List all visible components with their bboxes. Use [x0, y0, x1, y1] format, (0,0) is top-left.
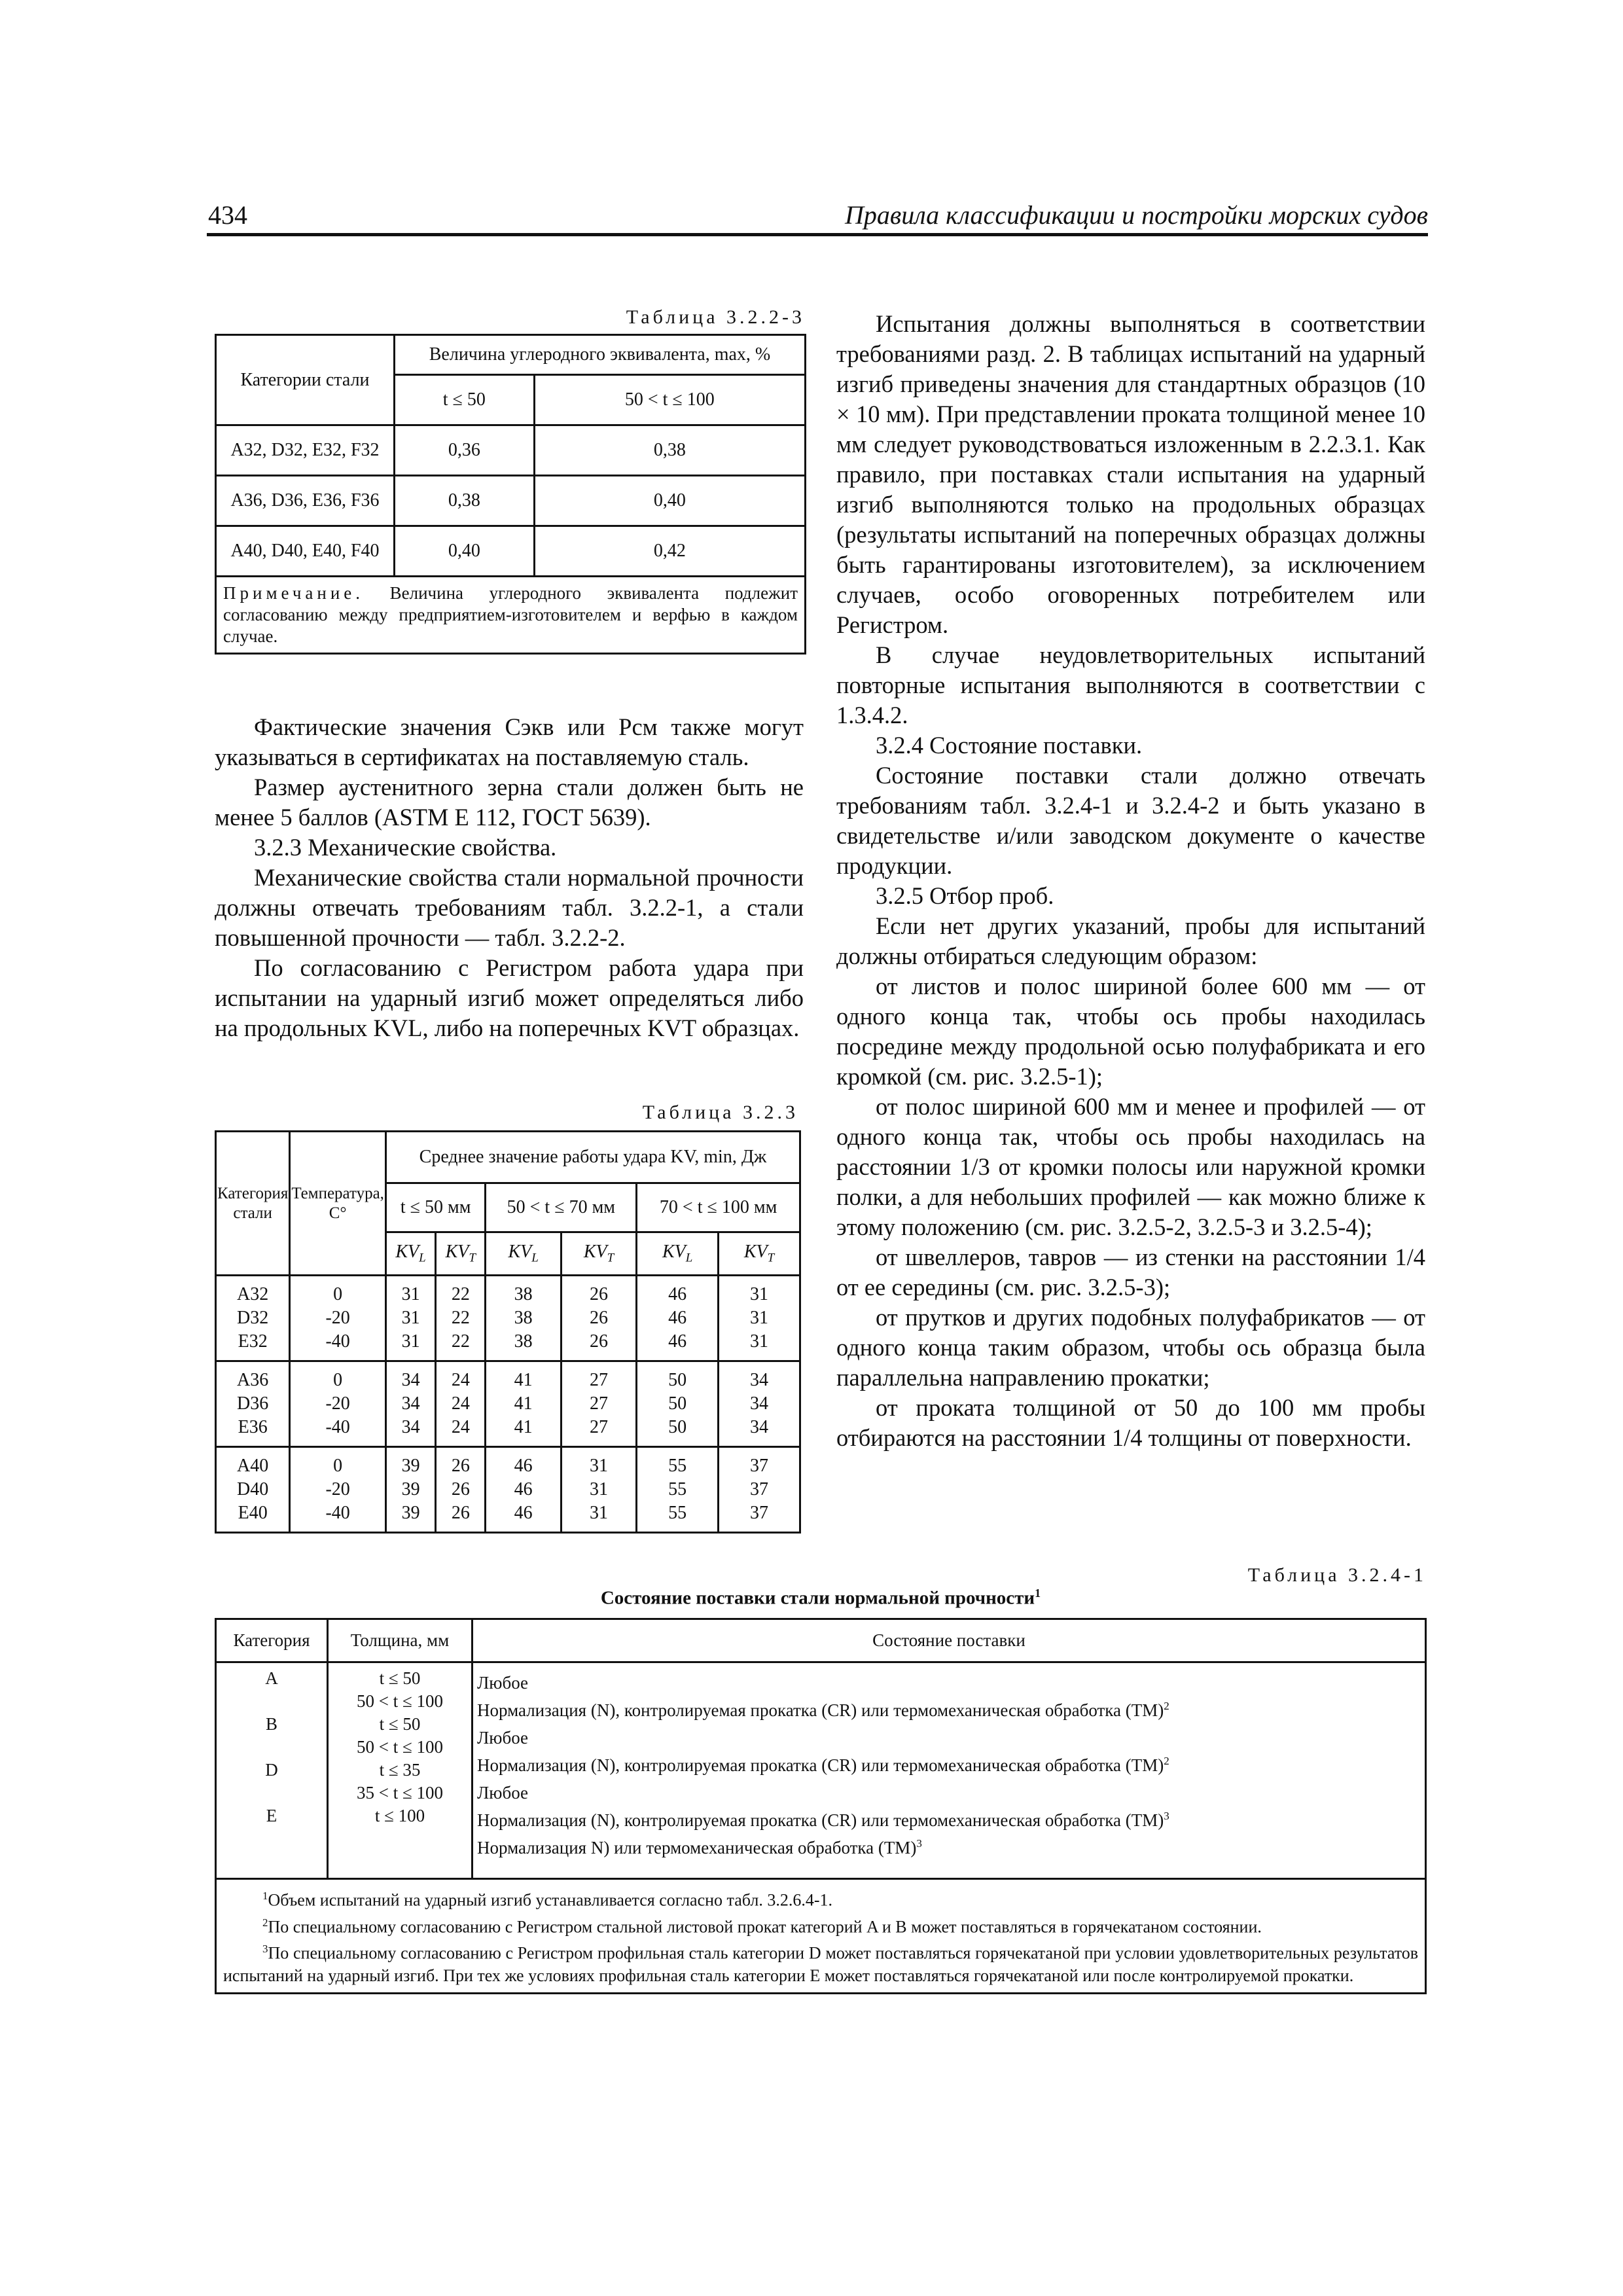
cell-value: 41	[514, 1370, 533, 1390]
kvl-header: $KV_L$	[486, 1232, 561, 1276]
cell-value: 27	[590, 1393, 608, 1414]
cell-value: 55	[668, 1456, 687, 1476]
cell-value: 34	[750, 1393, 769, 1414]
kv-cell	[637, 1276, 719, 1361]
cell-value: 38	[514, 1308, 533, 1328]
state: Любое	[477, 1673, 529, 1693]
section-heading: 3.2.5 Отбор проб.	[876, 882, 1054, 909]
col-temp-header: Температура, С°	[290, 1132, 386, 1276]
kv-cell	[561, 1447, 636, 1533]
cell-value: 34	[401, 1417, 420, 1437]
cell-value: 27	[590, 1370, 608, 1390]
cell-value: A36	[237, 1370, 269, 1390]
paragraph: По согласованию с Регистром работа удара при испытании на ударный изгиб может определяться либо на продольных KVL, либо на поперечных KVT образцах.	[215, 954, 804, 1041]
cell-category: A32, D32, E32, F32	[216, 425, 395, 476]
cell-value: -40	[325, 1417, 350, 1437]
kv-cell	[719, 1276, 800, 1361]
cell-value: 0,38	[395, 476, 535, 526]
thickness: t ≤ 50	[379, 1668, 421, 1688]
cell-value: 37	[750, 1479, 769, 1499]
note-text: Величина углеродного эквивалента подлежит согласованию между предприятием-изготовителем и верфью в каждом случае.	[223, 583, 798, 646]
thickness: 50 < t ≤ 100	[356, 1737, 444, 1757]
cell-value: 50	[668, 1417, 687, 1437]
col-category-header: Категории стали	[216, 335, 395, 425]
category-cell	[216, 1276, 290, 1361]
col-cat-header: Категория стали	[216, 1132, 290, 1276]
section-heading: 3.2.3 Механические свойства.	[254, 834, 557, 861]
cell-value: 26	[451, 1503, 470, 1523]
category-column	[216, 1662, 328, 1879]
cell-value: D36	[237, 1393, 269, 1414]
col-thk-header: Толщина, мм	[328, 1619, 473, 1662]
col-cat-header: Категория	[216, 1619, 328, 1662]
kv-cell	[436, 1361, 486, 1447]
thickness-column	[328, 1662, 473, 1879]
cell-value: 34	[750, 1417, 769, 1437]
kvt-header: $KV_T$	[561, 1232, 636, 1276]
sub-header-2: 50 < t ≤ 100	[534, 375, 805, 425]
cell-value: 0	[333, 1370, 343, 1390]
state: Любое	[477, 1783, 529, 1803]
cell-category: A36, D36, E36, F36	[216, 476, 395, 526]
cell-value: 26	[590, 1284, 608, 1304]
paragraph: Фактические значения Cэкв или Pсм также могут указываться в сертификатах на поставляемую сталь.	[215, 713, 804, 770]
section-heading: 3.2.4 Состояние поставки.	[876, 732, 1143, 759]
cell-value: 50	[668, 1370, 687, 1390]
category-cell	[216, 1447, 290, 1533]
kv-cell	[385, 1447, 435, 1533]
kv-cell	[719, 1361, 800, 1447]
cell-value: 31	[401, 1284, 420, 1304]
temperature-cell	[290, 1276, 386, 1361]
kv-cell	[637, 1447, 719, 1533]
cell-value: 0,38	[534, 425, 805, 476]
cell-value: E32	[238, 1331, 268, 1352]
page-number: 434	[208, 200, 247, 230]
thickness: t ≤ 100	[374, 1806, 425, 1825]
cell-value: 38	[514, 1331, 533, 1352]
note-label: Примечание.	[223, 583, 365, 603]
table-row	[216, 526, 806, 577]
paragraph: Испытания должны выполняться в соответствии требованиями разд. 2. В таблицах испытаний на ударный изгиб приведены значения для стандартных образцов (10 × 10 мм). При представлении проката толщиной менее 10 мм следует руководствоваться изложенным в 2.2.3.1. Как правило, при поставках стали испытания на ударный изгиб выполняются только на продольных образцах (результаты испытаний на поперечных образцах должны быть гарантированы изготовителем), за исключением случаев, особо оговоренных потребителем или Регистром.	[836, 310, 1425, 638]
kvl-header: $KV_L$	[637, 1232, 719, 1276]
col-value-header: Величина углеродного эквивалента, max, %	[395, 335, 806, 375]
col-mean-header: Среднее значение работы удара KV, min, Дж	[385, 1132, 800, 1183]
cell-value: A32	[237, 1284, 269, 1304]
sub-header-1: t ≤ 50	[395, 375, 535, 425]
category-d: D	[265, 1760, 278, 1780]
table-row	[216, 476, 806, 526]
cell-value: 31	[401, 1308, 420, 1328]
thickness: t ≤ 35	[379, 1760, 421, 1780]
cell-value: D40	[237, 1479, 269, 1499]
footnote: $^1$Объем испытаний на ударный изгиб устанавливается согласно табл. 3.2.6.4-1.	[262, 1890, 832, 1910]
cell-value: 46	[668, 1308, 687, 1328]
paragraph: от прутков и других подобных полуфабрикатов — от одного конца таким образом, чтобы ось образца была параллельна направлению прокатки;	[836, 1304, 1425, 1391]
cell-value: 31	[590, 1456, 608, 1476]
table-footnotes	[216, 1879, 1426, 1994]
left-column-text	[215, 712, 804, 1043]
table-322-3-caption: Таблица 3.2.2-3	[626, 306, 805, 328]
paragraph: Механические свойства стали нормальной прочности должны отвечать требованиям табл. 3.2.2-1, а стали повышенной прочности — табл. 3.2.2-2.	[215, 864, 804, 951]
table-323	[215, 1130, 801, 1534]
cell-value: A40	[237, 1456, 269, 1476]
state: Нормализация (N), контролируемая прокатка (CR) или термомеханическая обработка (TM)$^2$	[477, 1700, 1169, 1720]
kv-cell	[486, 1276, 561, 1361]
cell-value: 31	[590, 1503, 608, 1523]
kv-cell	[385, 1361, 435, 1447]
cell-value: 0,42	[534, 526, 805, 577]
thickness: 35 < t ≤ 100	[356, 1783, 444, 1803]
cell-value: 34	[750, 1370, 769, 1390]
state: Нормализация (N), контролируемая прокатка (CR) или термомеханическая обработка (TM)$^3$	[477, 1810, 1169, 1830]
cell-value: 38	[514, 1284, 533, 1304]
kv-cell	[719, 1447, 800, 1533]
cell-value: 0,36	[395, 425, 535, 476]
cell-value: 46	[668, 1331, 687, 1352]
cell-value: 0	[333, 1456, 343, 1476]
cell-value: 37	[750, 1503, 769, 1523]
cell-value: 41	[514, 1417, 533, 1437]
cell-value: 39	[401, 1479, 420, 1499]
category-cell	[216, 1361, 290, 1447]
table-322-3	[215, 334, 806, 655]
state: Нормализация N) или термомеханическая обработка (TM)$^3$	[477, 1837, 922, 1857]
cell-value: 55	[668, 1503, 687, 1523]
temperature-cell	[290, 1361, 386, 1447]
table-324-1-caption: Таблица 3.2.4-1	[1247, 1564, 1427, 1586]
paragraph: В случае неудовлетворительных испытаний повторные испытания выполняются в соответствии с 1.3.4.2.	[836, 641, 1425, 728]
table-323-caption: Таблица 3.2.3	[642, 1102, 798, 1123]
cell-value: 46	[668, 1284, 687, 1304]
range-2: 50 < t ≤ 70 мм	[486, 1183, 637, 1232]
category-e: E	[266, 1806, 277, 1825]
cell-value: -20	[325, 1393, 350, 1414]
kv-cell	[436, 1276, 486, 1361]
paragraph: Если нет других указаний, пробы для испытаний должны отбираться следующим образом:	[836, 912, 1425, 969]
kv-cell	[561, 1276, 636, 1361]
table-324-1-title: Состояние поставки стали нормальной прочности$^1$	[600, 1587, 1041, 1609]
paragraph: от швеллеров, тавров — из стенки на расстоянии 1/4 от ее середины (см. рис. 3.2.5-3);	[836, 1244, 1425, 1300]
paragraph: от полос шириной 600 мм и менее и профилей — от одного конца так, чтобы ось пробы находилась на расстоянии 1/3 от кромки полосы или наружной кромки полки, а для небольших профилей — как можно ближе к этому положению (см. рис. 3.2.5-2, 3.2.5-3 и 3.2.5-4);	[836, 1093, 1425, 1240]
cell-value: -20	[325, 1308, 350, 1328]
range-3: 70 < t ≤ 100 мм	[637, 1183, 800, 1232]
range-1: t ≤ 50 мм	[385, 1183, 486, 1232]
cell-value: 31	[401, 1331, 420, 1352]
kv-cell	[486, 1361, 561, 1447]
cell-value: 50	[668, 1393, 687, 1414]
kv-cell	[436, 1447, 486, 1533]
cell-value: 22	[451, 1284, 470, 1304]
cell-value: 26	[590, 1331, 608, 1352]
cell-value: 0,40	[534, 476, 805, 526]
paragraph: от проката толщиной от 50 до 100 мм пробы отбираются на расстоянии 1/4 толщины от поверхности.	[836, 1394, 1425, 1451]
cell-value: -20	[325, 1479, 350, 1499]
cell-value: 24	[451, 1417, 470, 1437]
header-rule	[207, 233, 1428, 236]
cell-value: 27	[590, 1417, 608, 1437]
cell-value: E36	[238, 1417, 268, 1437]
cell-value: 31	[750, 1284, 769, 1304]
running-title: Правила классификации и постройки морских судов	[844, 200, 1428, 230]
cell-value: 39	[401, 1503, 420, 1523]
table-row-group	[216, 1276, 800, 1361]
state: Нормализация (N), контролируемая прокатка (CR) или термомеханическая обработка (TM)$^2$	[477, 1755, 1169, 1775]
cell-value: 31	[590, 1479, 608, 1499]
cell-value: 46	[514, 1456, 533, 1476]
cell-value: 31	[750, 1308, 769, 1328]
cell-value: 34	[401, 1393, 420, 1414]
thickness: 50 < t ≤ 100	[356, 1691, 444, 1711]
category-a: A	[265, 1668, 278, 1688]
paragraph: от листов и полос шириной более 600 мм — от одного конца так, чтобы ось пробы находилась посредине между продольной осью полуфабриката и его кромкой (см. рис. 3.2.5-1);	[836, 973, 1425, 1090]
cell-value: 24	[451, 1370, 470, 1390]
kv-cell	[561, 1361, 636, 1447]
kvl-header: $KV_L$	[385, 1232, 435, 1276]
kvt-header: $KV_T$	[436, 1232, 486, 1276]
cell-value: 22	[451, 1331, 470, 1352]
cell-value: 26	[590, 1308, 608, 1328]
kv-cell	[486, 1447, 561, 1533]
cell-value: 31	[750, 1331, 769, 1352]
cell-value: 26	[451, 1479, 470, 1499]
right-column-text	[836, 309, 1425, 1453]
temperature-cell	[290, 1447, 386, 1533]
cell-value: -40	[325, 1331, 350, 1352]
cell-value: 24	[451, 1393, 470, 1414]
cell-value: 46	[514, 1503, 533, 1523]
paragraph: Размер аустенитного зерна стали должен быть не менее 5 баллов (ASTM E 112, ГОСТ 5639).	[215, 774, 804, 831]
cell-value: 55	[668, 1479, 687, 1499]
kv-cell	[385, 1276, 435, 1361]
kvt-header: $KV_T$	[719, 1232, 800, 1276]
cell-value: E40	[238, 1503, 268, 1523]
cell-value: D32	[237, 1308, 269, 1328]
footnote: $^2$По специальному согласованию с Регистром стальной листовой прокат категорий A и B может поставляться в горячекатаном состоянии.	[262, 1916, 1262, 1937]
cell-value: 34	[401, 1370, 420, 1390]
cell-value: 0,40	[395, 526, 535, 577]
table-note	[216, 577, 806, 654]
table-row-group	[216, 1361, 800, 1447]
col-state-header: Состояние поставки	[473, 1619, 1426, 1662]
footnote: $^3$По специальному согласованию с Регистром профильная сталь категории D может поставляться горячекатаной при условии удовлетворительных результатов испытаний на ударный изгиб. При тех же условиях профильная сталь категории E может поставляться горячекатаной или после контролируемой прокатки.	[223, 1943, 1418, 1985]
kv-cell	[637, 1361, 719, 1447]
paragraph: Состояние поставки стали должно отвечать требованиям табл. 3.2.4-1 и 3.2.4-2 и быть указано в свидетельстве и/или заводском документе о качестве продукции.	[836, 762, 1425, 879]
cell-value: 41	[514, 1393, 533, 1414]
table-row	[216, 425, 806, 476]
cell-value: 0	[333, 1284, 343, 1304]
table-324-1	[215, 1618, 1427, 1994]
cell-value: 37	[750, 1456, 769, 1476]
table-row-group	[216, 1447, 800, 1533]
state-column	[473, 1662, 1426, 1879]
cell-value: 26	[451, 1456, 470, 1476]
category-b: B	[265, 1714, 277, 1734]
cell-value: 22	[451, 1308, 470, 1328]
cell-value: 46	[514, 1479, 533, 1499]
thickness: t ≤ 50	[379, 1714, 421, 1734]
cell-value: -40	[325, 1503, 350, 1523]
cell-category: A40, D40, E40, F40	[216, 526, 395, 577]
cell-value: 39	[401, 1456, 420, 1476]
state: Любое	[477, 1728, 529, 1748]
